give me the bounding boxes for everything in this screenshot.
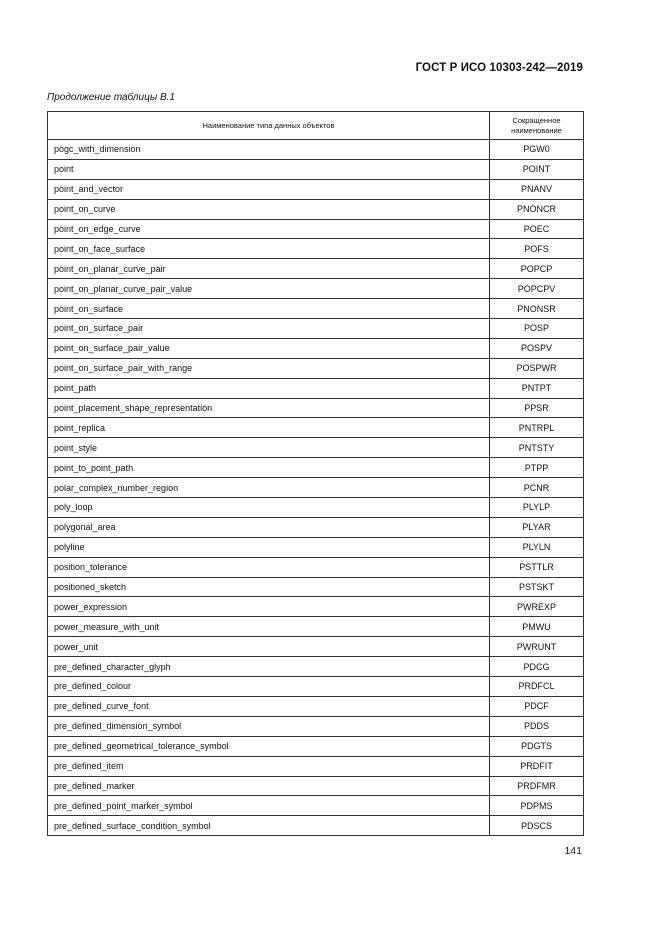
table-caption: Продолжение таблицы В.1 (47, 92, 175, 103)
cell-entity-name: point_on_surface_pair_value (48, 338, 490, 358)
cell-short-name: PDPMS (490, 796, 584, 816)
column-header-name: Наименование типа данных объектов (48, 112, 490, 140)
cell-entity-name: pre_defined_item (48, 756, 490, 776)
cell-short-name: POSPWR (490, 358, 584, 378)
cell-entity-name: power_unit (48, 637, 490, 657)
cell-entity-name: point_on_edge_curve (48, 219, 490, 239)
cell-short-name: POEC (490, 219, 584, 239)
cell-short-name: PPSR (490, 398, 584, 418)
cell-short-name: PNONSR (490, 299, 584, 319)
cell-short-name: PWREXP (490, 597, 584, 617)
cell-short-name: PNTSTY (490, 438, 584, 458)
cell-entity-name: power_measure_with_unit (48, 617, 490, 637)
table-row (48, 159, 584, 179)
table-row (48, 199, 584, 219)
cell-short-name: POSPV (490, 338, 584, 358)
cell-entity-name: pre_defined_surface_condition_symbol (48, 816, 490, 836)
page-number: 141 (564, 845, 582, 857)
table-row (48, 617, 584, 637)
document-standard-code: ГОСТ Р ИСО 10303-242—2019 (415, 62, 583, 74)
cell-short-name: PDCG (490, 657, 584, 677)
cell-entity-name: polyline (48, 537, 490, 557)
table-row (48, 816, 584, 836)
cell-entity-name: polar_complex_number_region (48, 478, 490, 498)
table-row (48, 179, 584, 199)
cell-entity-name: pogc_with_dimension (48, 140, 490, 160)
table-row (48, 478, 584, 498)
cell-short-name: PNTPT (490, 378, 584, 398)
table-row (48, 736, 584, 756)
cell-entity-name: pre_defined_colour (48, 677, 490, 697)
cell-short-name: PTPP (490, 458, 584, 478)
cell-entity-name: position_tolerance (48, 557, 490, 577)
table-row (48, 796, 584, 816)
table-row (48, 259, 584, 279)
cell-entity-name: pre_defined_point_marker_symbol (48, 796, 490, 816)
cell-short-name: PNTRPL (490, 418, 584, 438)
cell-short-name: PRDFIT (490, 756, 584, 776)
cell-entity-name: point_on_planar_curve_pair_value (48, 279, 490, 299)
table-body (48, 140, 584, 836)
cell-entity-name: power_expression (48, 597, 490, 617)
table-row (48, 597, 584, 617)
cell-entity-name: point_on_curve (48, 199, 490, 219)
table-row (48, 358, 584, 378)
table-row (48, 458, 584, 478)
table-row (48, 677, 584, 697)
table-row (48, 378, 584, 398)
table-row (48, 756, 584, 776)
cell-entity-name: point_on_planar_curve_pair (48, 259, 490, 279)
column-header-abbreviation (490, 112, 584, 140)
cell-short-name: POFS (490, 239, 584, 259)
cell-entity-name: point_on_face_surface (48, 239, 490, 259)
cell-entity-name: positioned_sketch (48, 577, 490, 597)
column-header-abbreviation-line1: Сокращенное (512, 115, 561, 125)
cell-short-name: PGW0 (490, 140, 584, 160)
cell-entity-name: pre_defined_character_glyph (48, 657, 490, 677)
table-row (48, 577, 584, 597)
table-row (48, 696, 584, 716)
cell-short-name: PDCF (490, 696, 584, 716)
cell-short-name: PWRUNT (490, 637, 584, 657)
cell-short-name: PLYAR (490, 517, 584, 537)
cell-entity-name: point_on_surface_pair_with_range (48, 358, 490, 378)
cell-entity-name: pre_defined_curve_font (48, 696, 490, 716)
cell-entity-name: polygonal_area (48, 517, 490, 537)
table-row (48, 319, 584, 339)
cell-entity-name: pre_defined_dimension_symbol (48, 716, 490, 736)
cell-short-name: PSTTLR (490, 557, 584, 577)
cell-entity-name: point_to_point_path (48, 458, 490, 478)
cell-entity-name: point_and_vector (48, 179, 490, 199)
cell-entity-name: point_placement_shape_representation (48, 398, 490, 418)
cell-short-name: PLYLP (490, 498, 584, 518)
cell-short-name: PNONCR (490, 199, 584, 219)
table-row (48, 657, 584, 677)
table-row (48, 239, 584, 259)
cell-short-name: PNANV (490, 179, 584, 199)
cell-short-name: POPCP (490, 259, 584, 279)
table-row (48, 498, 584, 518)
cell-entity-name: point_on_surface_pair (48, 319, 490, 339)
column-header-abbreviation-line2: наименование (511, 125, 562, 135)
table-row (48, 438, 584, 458)
table-row (48, 537, 584, 557)
table-row (48, 279, 584, 299)
table-row (48, 398, 584, 418)
table-row (48, 557, 584, 577)
cell-short-name: PDSCS (490, 816, 584, 836)
cell-short-name: PRDFMR (490, 776, 584, 796)
cell-entity-name: point_style (48, 438, 490, 458)
cell-entity-name: point_on_surface (48, 299, 490, 319)
table-header-row (48, 112, 584, 140)
cell-short-name: PSTSKT (490, 577, 584, 597)
cell-entity-name: poly_loop (48, 498, 490, 518)
cell-entity-name: pre_defined_geometrical_tolerance_symbol (48, 736, 490, 756)
table-row (48, 140, 584, 160)
cell-entity-name: point_path (48, 378, 490, 398)
table-row (48, 219, 584, 239)
cell-short-name: PDGTS (490, 736, 584, 756)
table-row (48, 338, 584, 358)
cell-entity-name: pre_defined_marker (48, 776, 490, 796)
table-row (48, 637, 584, 657)
table-row (48, 418, 584, 438)
table-row (48, 517, 584, 537)
cell-short-name: POPCPV (490, 279, 584, 299)
cell-entity-name: point_replica (48, 418, 490, 438)
cell-entity-name: point (48, 159, 490, 179)
table-row (48, 776, 584, 796)
cell-short-name: POINT (490, 159, 584, 179)
cell-short-name: PLYLN (490, 537, 584, 557)
data-types-table (47, 111, 584, 836)
cell-short-name: PCNR (490, 478, 584, 498)
cell-short-name: PMWU (490, 617, 584, 637)
cell-short-name: PDDS (490, 716, 584, 736)
cell-short-name: PRDFCL (490, 677, 584, 697)
cell-short-name: POSP (490, 319, 584, 339)
table-row (48, 299, 584, 319)
table-row (48, 716, 584, 736)
